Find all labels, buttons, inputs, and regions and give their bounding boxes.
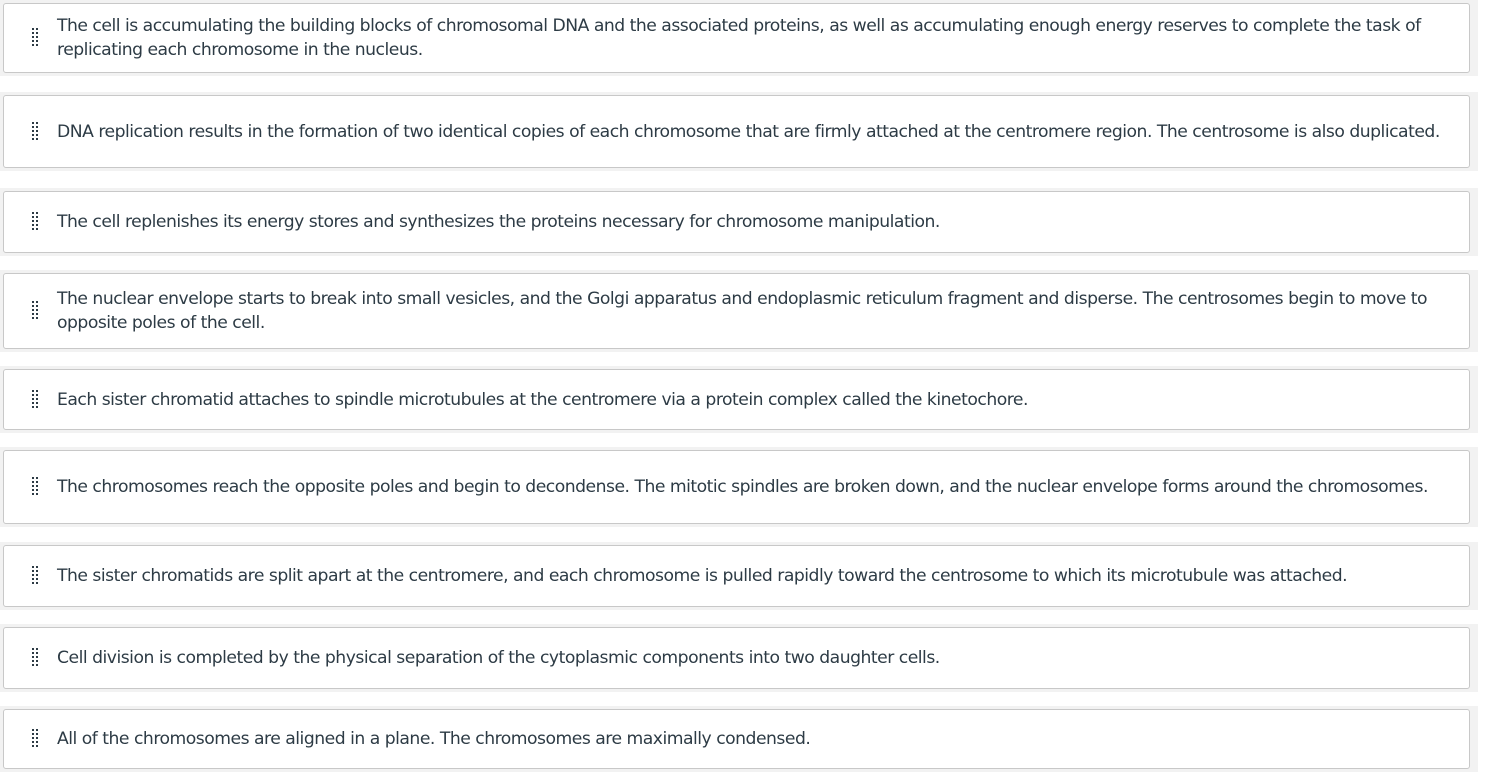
list-item-text: The cell replenishes its energy stores and synthesizes the proteins necessary for chromosome manipulation. [57,212,940,232]
list-item-text: Cell division is completed by the physical separation of the cytoplasmic components into two daughter cells. [57,648,940,668]
list-item-text: All of the chromosomes are aligned in a plane. The chromosomes are maximally condensed. [57,729,811,749]
list-item-slot [0,366,1478,433]
drag-handle-icon[interactable] [30,26,40,50]
draggable-list-item[interactable] [3,450,1470,524]
drag-handle-icon[interactable] [30,727,40,751]
draggable-list-item[interactable] [3,3,1470,73]
list-item-text: The sister chromatids are split apart at the centromere, and each chromosome is pulled rapidly toward the centrosome to which its microtubule was attached. [57,566,1348,586]
drag-handle-icon[interactable] [30,646,40,670]
list-item-slot [0,0,1478,76]
list-item-text: Each sister chromatid attaches to spindle microtubules at the centromere via a protein complex called the kinetochore. [57,389,1028,410]
list-item-text: The cell is accumulating the building blocks of chromosomal DNA and the associated proteins, as well as accumulating enough energy reserves to complete the task of replicating each chromosome in the nucleus. [57,16,1421,60]
drag-handle-icon[interactable] [30,475,40,499]
list-item-slot [0,92,1478,171]
drag-handle-icon[interactable] [30,388,40,412]
draggable-list-item[interactable] [3,95,1470,168]
draggable-list-item[interactable] [3,369,1470,430]
list-item-text: The nuclear envelope starts to break into small vesicles, and the Golgi apparatus and endoplasmic reticulum fragment and disperse. The centrosomes begin to move to opposite poles of the cell. [57,289,1428,333]
list-item-slot [0,270,1478,352]
list-item-slot [0,447,1478,527]
draggable-list-item[interactable] [3,545,1470,607]
list-item-text: DNA replication results in the formation of two identical copies of each chromosome that are firmly attached at the centromere region. The centrosome is also duplicated. [57,121,1440,142]
draggable-list-item[interactable] [3,273,1470,349]
draggable-list-item[interactable] [3,627,1470,689]
drag-handle-icon[interactable] [30,120,40,144]
list-item-text: The chromosomes reach the opposite poles and begin to decondense. The mitotic spindles are broken down, and the nuclear envelope forms around the chromosomes. [57,477,1428,497]
draggable-list-item[interactable] [3,191,1470,253]
list-item-slot [0,542,1478,610]
drag-handle-icon[interactable] [30,210,40,234]
drag-handle-icon[interactable] [30,299,40,323]
draggable-list-item[interactable] [3,709,1470,769]
list-item-slot [0,624,1478,692]
list-item-slot [0,706,1478,772]
drag-handle-icon[interactable] [30,564,40,588]
list-item-slot [0,188,1478,256]
